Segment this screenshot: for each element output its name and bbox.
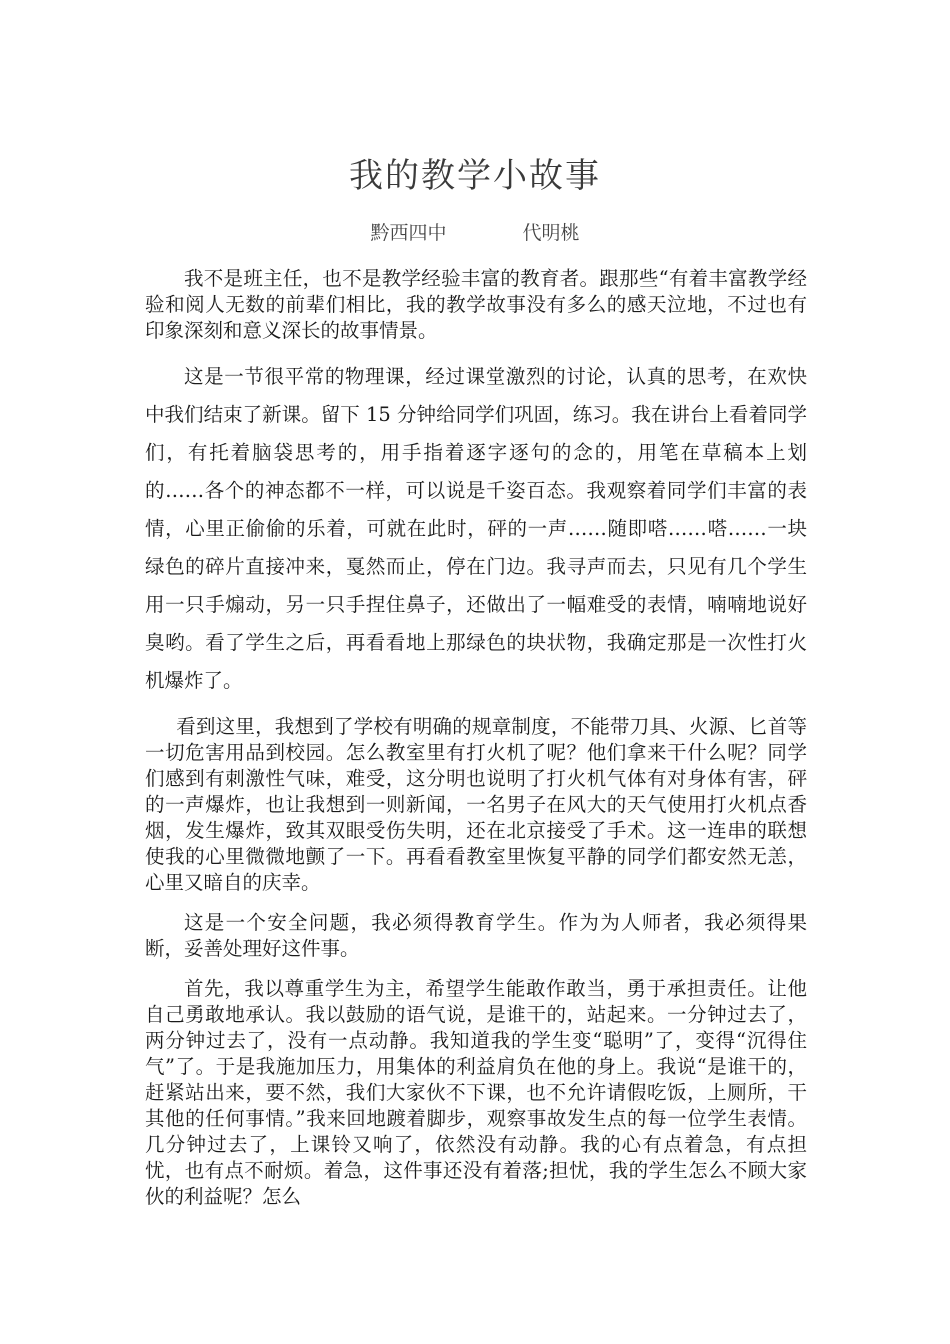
byline bbox=[0, 218, 950, 245]
paragraph: 我不是班主任，也不是教学经验丰富的教育者。跟那些“有着丰富教学经验和阅人无数的前辈们相比，我的教学故事没有多么的感天泣地，不过也有印象深刻和意义深长的故事情景。 bbox=[145, 267, 807, 342]
paragraph: 这是一个安全问题，我必须得教育学生。作为为人师者，我必须得果断，妥善处理好这件事。 bbox=[145, 911, 807, 960]
byline-author: 代明桃 bbox=[522, 222, 580, 244]
byline-school: 黔西四中 bbox=[370, 222, 447, 244]
paragraph: 看到这里，我想到了学校有明确的规章制度，不能带刀具、火源、匕首等一切危害用品到校园。怎么教室里有打火机了呢？他们拿来干什么呢？同学们感到有刺激性气味，难受，这分明也说明了打火机气体有对身体有害，砰的一声爆炸，也让我想到一则新闻，一名男子在风大的天气使用打火机点香烟，发生爆炸，致其双眼受伤失明，还在北京接受了手术。这一连串的联想使我的心里微微地颤了一下。再看看教室里恢复平静的同学们都安然无恙，心里又暗自的庆幸。 bbox=[145, 715, 807, 894]
paragraph: 首先，我以尊重学生为主，希望学生能敢作敢当，勇于承担责任。让他自己勇敢地承认。我以鼓励的语气说，是谁干的，站起来。一分钟过去了，两分钟过去了，没有一点动静。我知道我的学生变“聪明”了，变得“沉得住气”了。于是我施加压力，用集体的利益肩负在他的身上。我说“是谁干的，赶紧站出来，要不然，我们大家伙不下课，也不允许请假吃饭，上厕所，干其他的任何事情。”我来回地踱着脚步，观察事故发生点的每一位学生表情。几分钟过去了，上课铃又响了，依然没有动静。我的心有点着急，有点担忧，也有点不耐烦。着急，这件事还没有着落;担忧，我的学生怎么不顾大家伙的利益呢？怎么 bbox=[145, 977, 807, 1208]
paragraph: 这是一节很平常的物理课，经过课堂激烈的讨论，认真的思考，在欢快中我们结束了新课。留下 15 分钟给同学们巩固，练习。我在讲台上看着同学们，有托着脑袋思考的，用手指着逐字逐句的念的，用笔在草稿本上划的……各个的神态都不一样，可以说是千姿百态。我观察着同学们丰富的表情，心里正偷偷的乐着，可就在此时，砰的一声……随即嗒……嗒……一块绿色的碎片直接冲来，戛然而止，停在门边。我寻声而去，只见有几个学生用一只手煽动，另一只手捏住鼻子，还做出了一幅难受的表情，喃喃地说好臭哟。看了学生之后，再看看地上那绿色的块状物，我确定那是一次性打火机爆炸了。 bbox=[145, 365, 807, 692]
document-body bbox=[145, 266, 807, 1224]
document-title: 我的教学小故事 bbox=[349, 156, 601, 196]
